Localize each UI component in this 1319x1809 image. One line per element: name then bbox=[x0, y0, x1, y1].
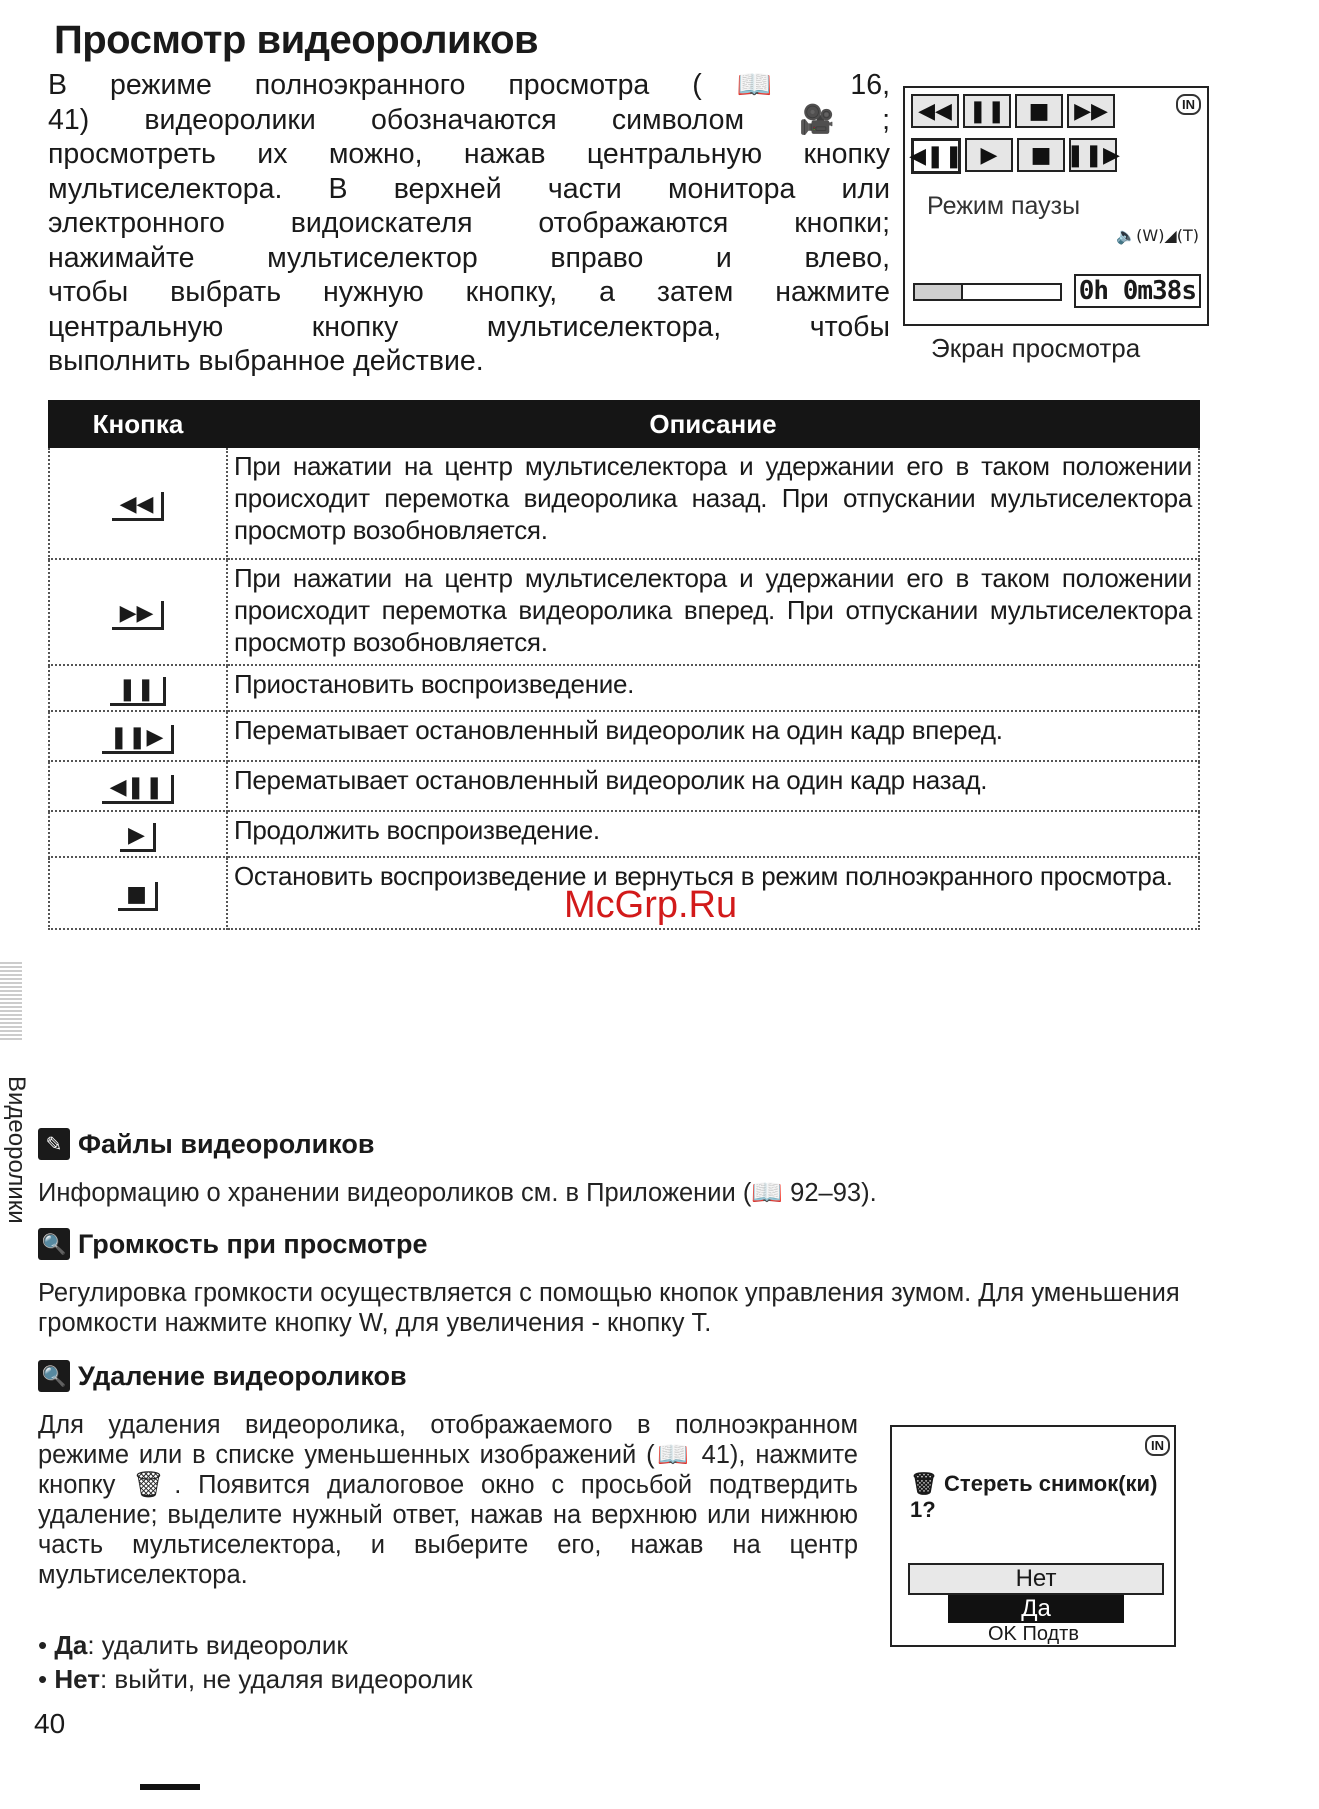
pause-mode-label: Режим паузы bbox=[927, 192, 1081, 220]
side-section-label: Видеоролики bbox=[3, 1076, 30, 1224]
frame-forward-icon: ❚❚▶ bbox=[1069, 138, 1117, 172]
stop-icon: ■ bbox=[1017, 138, 1065, 172]
progress-fill bbox=[915, 285, 963, 299]
fast-forward-icon: ▶▶ bbox=[112, 601, 165, 630]
option-yes: Да bbox=[948, 1595, 1124, 1623]
row-description: Приостановить воспроизведение. bbox=[227, 665, 1199, 711]
section-heading bbox=[38, 1228, 428, 1260]
paused-controls-row bbox=[911, 138, 1121, 174]
volume-indicator: 🔈(W)◢(T) bbox=[1116, 226, 1199, 245]
playback-screen-figure bbox=[903, 86, 1209, 326]
intro-line: выполнить выбранное действие. bbox=[48, 345, 484, 377]
rewind-icon: ◀◀ bbox=[911, 94, 959, 128]
table-row bbox=[49, 447, 1199, 559]
watermark: McGrp.Ru bbox=[564, 884, 738, 926]
intro-line: мультиселектора. В верхней части монитора или bbox=[48, 172, 890, 205]
section-title: Громкость при просмотре bbox=[78, 1228, 428, 1259]
page-number: 40 bbox=[34, 1708, 66, 1739]
table-header-row bbox=[49, 401, 1199, 447]
play-icon: ▶ bbox=[120, 823, 156, 852]
pause-icon: ❚❚ bbox=[110, 677, 166, 706]
rewind-icon: ◀◀ bbox=[112, 492, 165, 521]
intro-paragraph bbox=[48, 68, 890, 379]
section-heading bbox=[38, 1360, 407, 1392]
section-title: Удаление видеороликов bbox=[78, 1360, 407, 1391]
fast-forward-icon: ▶▶ bbox=[1067, 94, 1115, 128]
section-text: Информацию о хранении видеороликов см. в Приложении (📖 92–93). bbox=[38, 1179, 877, 1207]
play-icon: ▶ bbox=[965, 138, 1013, 172]
table-row bbox=[49, 761, 1199, 811]
table-row bbox=[49, 559, 1199, 665]
intro-line: просмотреть их можно, нажав центральную кнопку bbox=[48, 138, 890, 170]
bullet-text: : выйти, не удаляя видеоролик bbox=[99, 1664, 473, 1694]
playback-controls-row bbox=[911, 94, 1119, 128]
intro-line: нажимайте мультиселектор вправо и влево, bbox=[48, 241, 890, 274]
screen-caption: Экран просмотра bbox=[931, 333, 1141, 363]
bullet-term: Нет bbox=[54, 1664, 100, 1694]
frame-forward-icon: ❚❚▶ bbox=[102, 725, 175, 754]
time-readout: 0h 0m38s bbox=[1074, 274, 1201, 308]
bottom-mark bbox=[140, 1784, 200, 1790]
intro-line: электронного видоискателя отображаются кнопки; bbox=[48, 207, 890, 239]
internal-memory-icon: IN bbox=[1176, 94, 1201, 115]
frame-back-icon: ◀❚❚ bbox=[102, 775, 175, 804]
row-description: Остановить воспроизведение и вернуться в режим полноэкранного просмотра. bbox=[227, 857, 1199, 929]
bullet-item: • Нет: выйти, не удаляя видеоролик bbox=[38, 1664, 473, 1694]
stop-icon: ■ bbox=[118, 882, 158, 911]
frame-back-icon: ◀❚❚ bbox=[911, 138, 961, 174]
magnifier-icon: 🔍 bbox=[38, 1360, 70, 1392]
table-row bbox=[49, 811, 1199, 857]
column-header-button: Кнопка bbox=[49, 401, 227, 447]
section-title: Файлы видеороликов bbox=[78, 1128, 375, 1159]
confirm-hint: OK Подтв bbox=[988, 1623, 1079, 1645]
pencil-icon: ✎ bbox=[38, 1128, 70, 1160]
intro-line: 41) видеоролики обозначаются символом 🎥; bbox=[48, 103, 890, 136]
section-heading bbox=[38, 1128, 375, 1160]
table-row bbox=[49, 711, 1199, 761]
row-description: Перематывает остановленный видеоролик на один кадр вперед. bbox=[227, 711, 1199, 761]
intro-line: чтобы выбрать нужную кнопку, а затем нажмите bbox=[48, 276, 890, 308]
row-description: При нажатии на центр мультиселектора и удержании его в таком положении происходит перемотка видеоролика назад. При отпускании мультиселектора просмотр возобновляется. bbox=[227, 447, 1199, 559]
column-header-description: Описание bbox=[227, 401, 1199, 447]
row-description: Перематывает остановленный видеоролик на один кадр назад. bbox=[227, 761, 1199, 811]
section-text: Для удаления видеоролика, отображаемого в полноэкранном режиме или в списке уменьшенных изображений (📖 41), нажмите кнопку 🗑. Появится диалоговое окно с просьбой подтвердить удаление; выделите нужный ответ, нажав на верхнюю или нижнюю часть мультиселектора, и выберите его, нажав на центр мультиселектора. bbox=[38, 1411, 858, 1589]
row-description: Продолжить воспроизведение. bbox=[227, 811, 1199, 857]
button-table bbox=[48, 400, 1200, 930]
bullet-item: • Да: удалить видеоролик bbox=[38, 1630, 348, 1660]
table-row bbox=[49, 665, 1199, 711]
magnifier-icon: 🔍 bbox=[38, 1228, 70, 1260]
pause-icon: ❚❚ bbox=[963, 94, 1011, 128]
side-tab-marker bbox=[0, 960, 22, 1040]
internal-memory-icon: IN bbox=[1145, 1435, 1170, 1456]
delete-dialog-figure bbox=[890, 1425, 1176, 1647]
delete-question: 🗑 Стереть снимок(ки) 1? bbox=[910, 1471, 1158, 1522]
page-title: Просмотр видеороликов bbox=[54, 18, 539, 62]
intro-line: В режиме полноэкранного просмотра (📖 16, bbox=[48, 69, 890, 101]
bullet-term: Да bbox=[54, 1630, 88, 1660]
section-text: Регулировка громкости осуществляется с помощью кнопок управления зумом. Для уменьшения громкости нажмите кнопку W, для увеличения - кнопку T. bbox=[38, 1279, 1180, 1337]
stop-icon: ■ bbox=[1015, 94, 1063, 128]
bullet-text: : удалить видеоролик bbox=[87, 1630, 348, 1660]
progress-bar bbox=[913, 283, 1062, 301]
row-description: При нажатии на центр мультиселектора и удержании его в таком положении происходит перемотка видеоролика вперед. При отпускании мультиселектора просмотр возобновляется. bbox=[227, 559, 1199, 665]
intro-line: центральную кнопку мультиселектора, чтобы bbox=[48, 310, 890, 343]
option-no: Нет bbox=[908, 1563, 1164, 1595]
